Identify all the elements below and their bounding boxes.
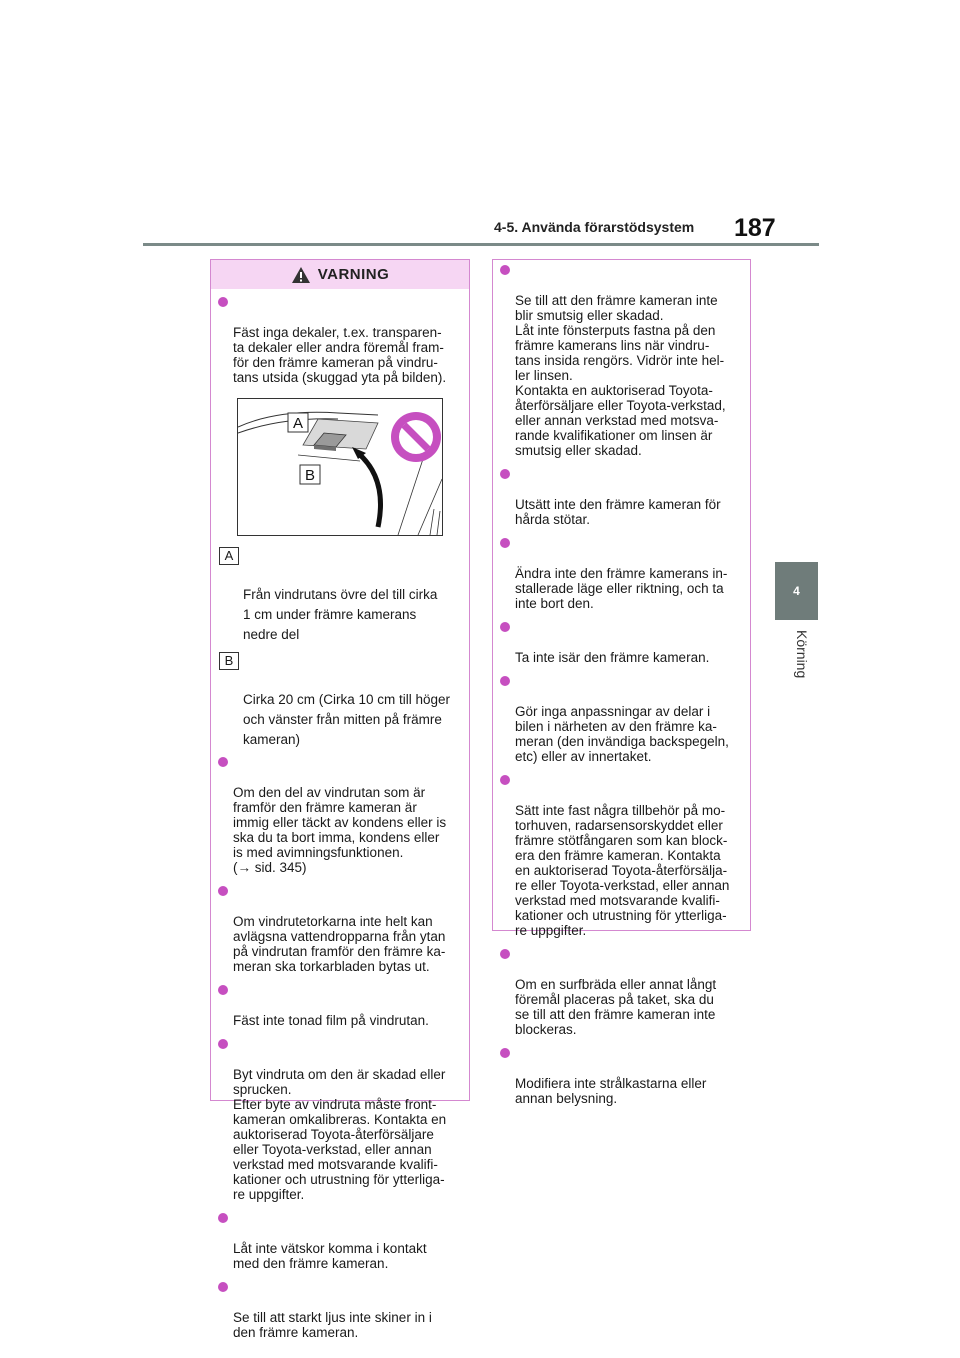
list-item [497,773,742,938]
bullet-text: Ta inte isär den främre kameran. [515,650,710,665]
bullet-icon [218,757,228,767]
bullet-text: Fäst inte tonad film på vindrutan. [233,1013,429,1028]
bullet-icon [500,676,510,686]
warning-triangle-icon [291,266,311,284]
chapter-label: Körning [794,630,810,679]
bullet-text: Modifiera inte strålkastarna eller annan belysning. [515,1076,707,1106]
list-item [215,1280,461,1340]
bullet-text: Sätt inte fast några tillbehör på mo- torhuven, radarsensorskyddet eller främre stötfångaren som kan block- era den främre kameran. Kontakta en auktoriserad Toyota-återförsälja- re eller Toyota-verkstad, eller annan verkstad med motsvarande kvalifi- kationer och utrustning för ytterliga- re uppgifter. [515,803,730,938]
bullet-icon [500,949,510,959]
legend-item [215,650,461,750]
bullet-icon [500,775,510,785]
bullet-icon [218,1213,228,1223]
list-item [497,536,742,611]
bullet-icon [218,1282,228,1292]
chapter-number: 4 [793,584,800,598]
warning-label: VARNING [317,266,390,283]
figure-label-a: A [293,415,304,432]
bullet-icon [500,265,510,275]
list-item [497,263,742,458]
header-rule [143,243,819,246]
warning-box-left [210,259,470,1340]
bullet-icon [218,1039,228,1049]
bullet-text: Om vindrutetorkarna inte helt kan avlägsna vattendropparna från ytan på vindrutan framför den främre ka- meran ska torkarbladen bytas ut. [233,914,446,974]
warning-box-right [492,259,751,1106]
list-item [215,1211,461,1271]
bullet-text: Fäst inga dekaler, t.ex. transparen- ta dekaler eller andra föremål fram- för den främre kameran på vindru- tans utsida (skuggad yta på bilden). [233,325,447,385]
section-title: 4-5. Använda förarstödsystem [494,219,695,235]
chapter-tab [775,562,818,620]
bullet-text: Utsätt inte den främre kameran för hårda stötar. [515,497,721,527]
warning-header [211,260,469,289]
bullet-icon [500,1048,510,1058]
windshield-diagram [238,399,442,535]
bullet-text: Byt vindruta om den är skadad eller sprucken. Efter byte av vindruta måste front- kameran omkalibreras. Kontakta en auktoriserad Toyota-återförsäljare eller Toyota-verkstad, eller annan verkstad med motsvarande kvalifi- kationer och utrustning för ytterliga- re uppgifter. [233,1067,447,1202]
bullet-icon [500,622,510,632]
figure-label-b: B [305,467,316,484]
bullet-text: Se till att starkt ljus inte skiner in i den främre kameran. [233,1310,432,1340]
list-item [497,620,742,665]
page-number: 187 [734,214,776,242]
list-item [497,467,742,527]
list-item [215,1037,461,1202]
bullet-icon [500,469,510,479]
list-item [215,295,461,385]
prohibited-icon [391,412,441,462]
bullet-text: Låt inte vätskor komma i kontakt med den främre kameran. [233,1241,427,1271]
list-item [215,884,461,974]
bullet-icon [500,538,510,548]
bullet-icon [218,985,228,995]
list-item [215,983,461,1028]
legend-tag: B [219,652,239,670]
list-item [497,674,742,764]
legend-item [215,545,461,645]
list-item [215,755,461,875]
legend-text: Cirka 20 cm (Cirka 10 cm till höger och vänster från mitten på främre kameran) [243,692,451,747]
legend-text: Från vindrutans övre del till cirka 1 cm under främre kamerans nedre del [243,587,438,642]
bullet-icon [218,886,228,896]
list-item [497,1046,742,1106]
list-item [497,947,742,1037]
camera-illustration [237,398,443,536]
bullet-text: Om en surfbräda eller annat långt föremål placeras på taket, ska du se till att den främre kameran inte blockeras. [515,977,717,1037]
bullet-text: Se till att den främre kameran inte blir smutsig eller skadad. Låt inte fönsterputs fastna på den främre kamerans lins när vindru- tans insida rengörs. Vidrör inte hel- ler linsen. Kontakta en auktoriserad Toyota- återförsäljare eller Toyota-verkstad, eller annan verkstad med motsva- rande kvalifikationer om linsen är smutsig eller skadad. [515,293,726,458]
bullet-icon [218,297,228,307]
bullet-text: Gör inga anpassningar av delar i bilen i närheten av den främre ka- meran (den invändiga backspegeln, etc) eller av innertaket. [515,704,729,764]
bullet-text: Om den del av vindrutan som är framför den främre kameran är immig eller täckt av kondens eller is ska du ta bort imma, kondens eller is med avimningsfunktionen. (→ sid. 345) [233,785,447,875]
legend-tag: A [219,547,239,565]
bullet-text: Ändra inte den främre kamerans in- stallerade läge eller riktning, och ta inte bort den. [515,566,728,611]
